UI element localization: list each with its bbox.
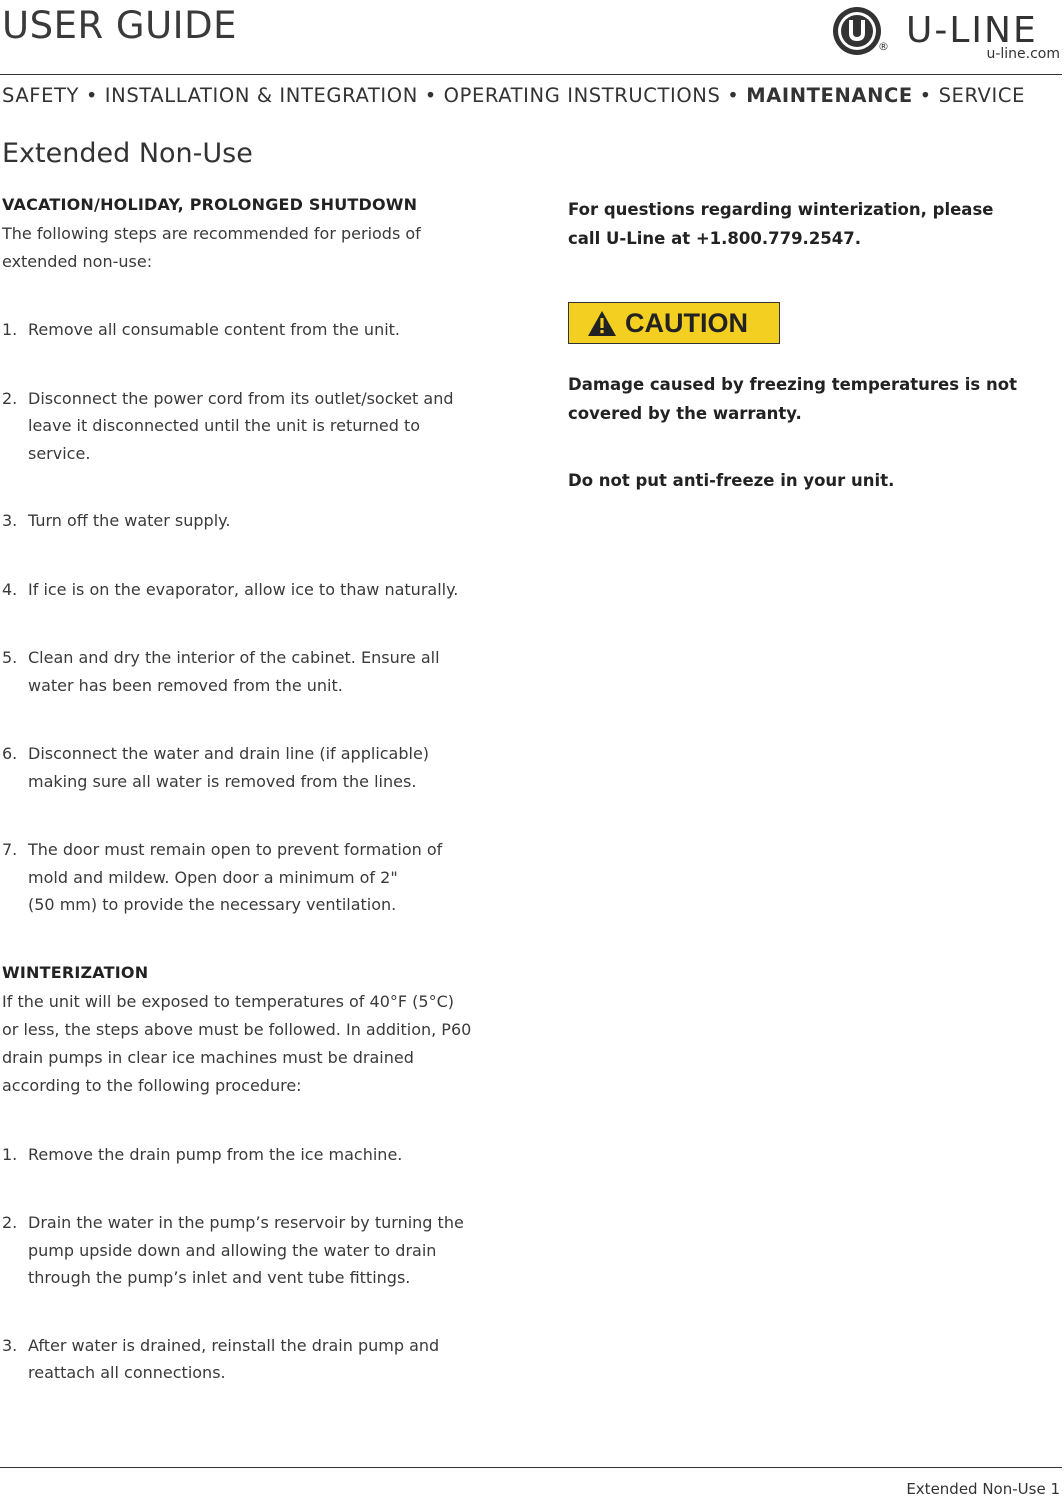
brand-wordmark: U-LINE: [906, 10, 1038, 51]
warning-triangle-icon: [587, 310, 617, 337]
vacation-step-2: [2, 385, 502, 468]
winterization-intro: [2, 988, 502, 1100]
u-line-logo: [830, 4, 1062, 68]
vacation-step-1: [2, 316, 502, 344]
step-text: After water is drained, reinstall the drain pump and: [28, 1335, 440, 1355]
winter-step-3: [2, 1332, 502, 1387]
step-number: 6.: [2, 744, 18, 763]
step-text: Clean and dry the interior of the cabinet. Ensure all: [28, 648, 440, 667]
vacation-step-6: [2, 740, 502, 795]
winter-step-2: [2, 1209, 502, 1292]
vacation-intro: [2, 220, 502, 276]
intro-line: or less, the steps above must be followed. In addition, P60: [2, 1019, 472, 1039]
warranty-note: [568, 370, 1060, 428]
nav-item-safety: SAFETY: [2, 84, 80, 107]
step-text: making sure all water is removed from the lines.: [28, 771, 417, 791]
antifreeze-note: Do not put anti-freeze in your unit.: [568, 471, 895, 490]
contact-line: call U-Line at +1.800.779.2547.: [568, 229, 862, 248]
registered-mark: ®: [878, 40, 889, 53]
step-text: Drain the water in the pump’s reservoir by turning the: [28, 1213, 464, 1232]
step-text: water has been removed from the unit.: [28, 675, 343, 695]
step-number: 2.: [2, 1213, 18, 1232]
nav-separator: •: [919, 84, 932, 107]
step-number: 7.: [2, 840, 18, 859]
warranty-line: covered by the warranty.: [568, 404, 802, 423]
step-text: Remove all consumable content from the unit.: [28, 320, 401, 339]
step-number: 4.: [2, 579, 18, 599]
step-number: 1.: [2, 1144, 18, 1164]
winterization-heading: WINTERIZATION: [2, 962, 149, 982]
warranty-line: Damage caused by freezing temperatures is not: [568, 375, 1017, 394]
right-column: [568, 195, 1060, 490]
step-number: 5.: [2, 648, 18, 667]
step-text: (50 mm) to provide the necessary ventilation.: [28, 895, 397, 914]
winter-step-1: [2, 1141, 502, 1169]
nav-item-service: SERVICE: [938, 84, 1025, 107]
vacation-step-4: [2, 576, 502, 604]
section-nav: [2, 84, 1025, 107]
intro-line: drain pumps in clear ice machines must be drained: [2, 1047, 414, 1067]
step-text: pump upside down and allowing the water to drain: [28, 1240, 437, 1260]
contact-note: [568, 195, 1060, 253]
step-text: leave it disconnected until the unit is returned to: [28, 416, 420, 435]
vacation-step-5: [2, 644, 502, 699]
intro-line: If the unit will be exposed to temperatures of 40°F (5°C): [2, 991, 454, 1011]
intro-line: according to the following procedure:: [2, 1075, 302, 1095]
left-column: [2, 195, 502, 1387]
step-text: Disconnect the power cord from its outlet/socket and: [28, 388, 454, 408]
vacation-step-3: [2, 507, 502, 535]
nav-item-maintenance: MAINTENANCE: [746, 84, 913, 107]
step-number: 3.: [2, 1335, 18, 1355]
step-text: through the pump’s inlet and vent tube fittings.: [28, 1268, 411, 1287]
step-text: mold and mildew. Open door a minimum of 2": [28, 867, 398, 887]
nav-separator: •: [727, 84, 740, 107]
caution-badge: [568, 302, 780, 344]
caution-label: CAUTION: [625, 308, 748, 338]
step-number: 1.: [2, 320, 18, 339]
step-number: 2.: [2, 388, 18, 408]
step-text: If ice is on the evaporator, allow ice to thaw naturally.: [28, 579, 459, 599]
nav-separator: •: [424, 84, 437, 107]
nav-item-installation: INSTALLATION & INTEGRATION: [104, 84, 418, 107]
u-line-circle-icon: [832, 6, 882, 56]
header-divider: [0, 74, 1062, 75]
step-number: 3.: [2, 511, 18, 530]
vacation-heading: VACATION/HOLIDAY, PROLONGED SHUTDOWN: [2, 195, 418, 214]
nav-separator: •: [85, 84, 98, 107]
page-heading: Extended Non-Use: [2, 138, 253, 169]
step-text: The door must remain open to prevent formation of: [28, 840, 443, 859]
step-text: Disconnect the water and drain line (if applicable): [28, 744, 430, 763]
intro-line: The following steps are recommended for periods of: [2, 224, 421, 243]
step-text: Remove the drain pump from the ice machine.: [28, 1144, 403, 1164]
page-footer: Extended Non-Use 1: [906, 1480, 1060, 1498]
contact-line: For questions regarding winterization, please: [568, 200, 994, 219]
vacation-step-7: [2, 836, 502, 919]
intro-line: extended non-use:: [2, 252, 153, 271]
document-title: USER GUIDE: [2, 4, 237, 47]
brand-url: u-line.com: [986, 46, 1060, 62]
step-text: reattach all connections.: [28, 1363, 226, 1382]
step-text: Turn off the water supply.: [28, 511, 231, 530]
nav-item-operating: OPERATING INSTRUCTIONS: [443, 84, 721, 107]
footer-divider: [0, 1467, 1062, 1468]
step-text: service.: [28, 443, 91, 463]
